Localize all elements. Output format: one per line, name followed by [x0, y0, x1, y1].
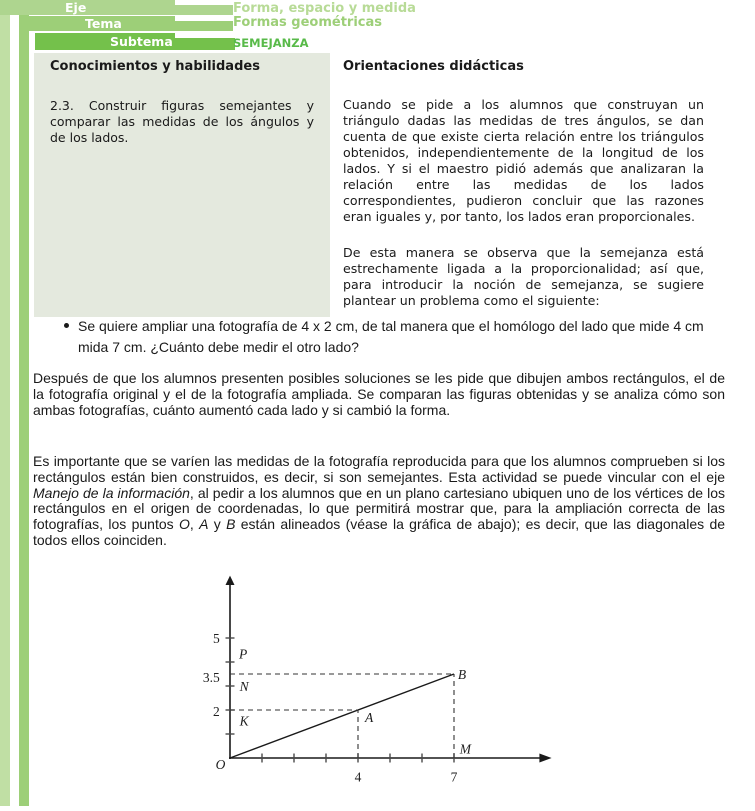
orientations-column: [343, 59, 704, 309]
knowledge-body: 2.3. Construir figuras semejantes y comparar las medidas de los ángulos y de los lados.: [50, 98, 314, 145]
graph-label-2: 2: [213, 704, 220, 719]
knowledge-box: [34, 53, 330, 317]
orientations-paragraph-2: De esta manera se observa que la semejanza está estrechamente ligada a la proporcionalidad; así que, para introducir la noción de semejanza, se sugiere plantear un problema como el siguiente:: [343, 245, 704, 308]
left-strip-outer: [0, 0, 10, 806]
eje-connector-bar: [175, 5, 233, 15]
diagonal-line-0: [230, 674, 454, 758]
graph-label-K: K: [239, 713, 249, 729]
bullet-dot: [64, 323, 69, 328]
header-bar-eje: [0, 0, 175, 15]
body-paragraph-2: Es importante que se varíen las medidas de la fotografía reproducida para que los alumnos comprueben si los rectángulos están bien construidos, es decir, si son semejantes. Esta actividad se puede vincular con el eje Manejo de la información, al pedir a los alumnos que en un plano cartesiano ubiquen uno de los vértices de los rectángulos en el origen de coordenadas, lo que permitirá mostrar que, para la ampliación correcta de las fotografías, los puntos O, A y B están alineados (véase la gráfica de abajo); es decir, que las diagonales de todos ellos coinciden.: [33, 453, 726, 548]
subtema-title: SEMEJANZA: [233, 36, 309, 50]
left-strip-inner: [19, 13, 29, 806]
graph-label-7: 7: [450, 769, 458, 785]
header-bar-subtema: [35, 33, 175, 50]
header-bar-tema: [19, 16, 175, 31]
graph-label-P: P: [238, 646, 248, 662]
subtema-connector-bar: [175, 38, 235, 50]
graph-label-3.5: 3.5: [202, 669, 220, 685]
orientations-paragraph-1: Cuando se pide a los alumnos que construyan un triángulo dadas las medidas de tres ángulos, se dan cuenta de que existe cierta relación entre los triángulos obtenidos, independientemente de la longitud de los lados. Y si el maestro pidió además que analizaran la relación entre las medidas de los lados correspondientes, pudieron concluir que las razones eran iguales y, por tanto, los lados eran proporcionales.: [343, 97, 704, 224]
tema-label: Tema: [85, 16, 122, 31]
graph-label-4: 4: [354, 769, 362, 785]
tema-connector-bar: [175, 21, 233, 31]
bullet-text: Se quiere ampliar una fotografía de 4 x 2 cm, de tal manera que el homólogo del lado que mide 4 cm mida 7 cm. ¿Cuánto debe medir el otro lado?: [78, 318, 704, 355]
graph-label-O: O: [215, 756, 226, 772]
graph-label-N: N: [239, 678, 249, 694]
tema-title: Formas geométricas: [233, 15, 382, 30]
graph-label-A: A: [365, 710, 374, 725]
graph-label-M: M: [459, 741, 472, 757]
bullet-item: [63, 316, 715, 358]
eje-title: Forma, espacio y medida: [233, 1, 416, 16]
graph-label-B: B: [457, 666, 467, 682]
body-paragraph-1: Después de que los alumnos presenten posibles soluciones se les pide que dibujen ambos rectángulos, el de la fotografía original y el de la fotografía ampliada. Se comparan las figuras obtenidas y se analiza cómo son ambas fotografías, cuánto aumentó cada lado y si cambió la forma.: [33, 370, 725, 418]
graph-label-5: 5: [213, 630, 220, 646]
eje-label: Eje: [65, 0, 87, 15]
y-axis-arrow: [226, 576, 235, 585]
similarity-graph-svg: [185, 570, 565, 806]
subtema-label: Subtema: [110, 34, 173, 49]
graph-container: [185, 570, 565, 806]
knowledge-heading: Conocimientos y habilidades: [50, 59, 260, 74]
x-axis-arrow: [539, 754, 551, 763]
orientations-heading: Orientaciones didácticas: [343, 59, 524, 74]
